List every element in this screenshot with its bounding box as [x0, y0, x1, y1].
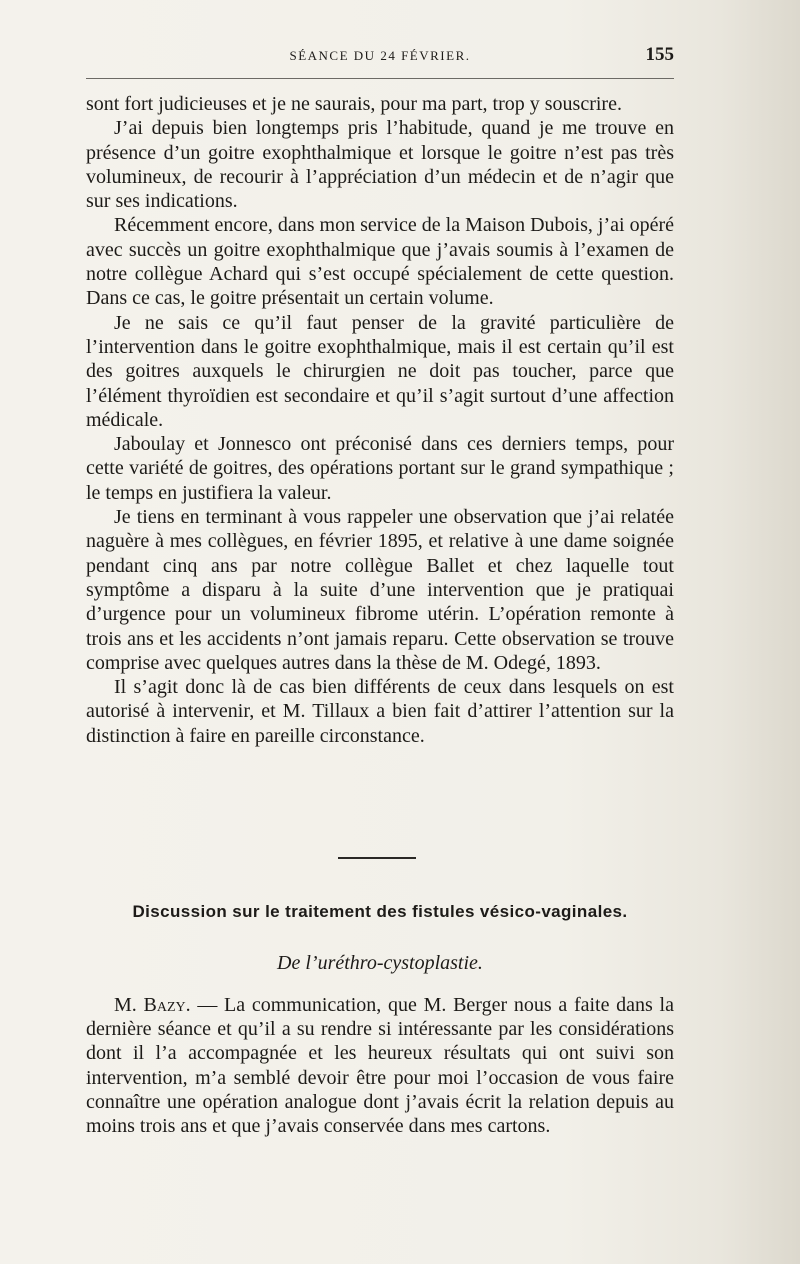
section-body [86, 993, 674, 1138]
paragraph: Il s’agit donc là de cas bien différents de ceux dans lesquels on est autorisé à intervenir, et M. Tillaux a bien fait d’attirer l’attention sur la distinction à faire en pareille circonstance. [86, 676, 674, 747]
section-subtitle: De l’uréthro-cystoplastie. [277, 952, 483, 974]
speaker-name: M. Bazy. [114, 994, 191, 1016]
running-title: SÉANCE DU 24 FÉVRIER. [289, 48, 471, 63]
paragraph-continuation: sont fort judicieuses et je ne saurais, pour ma part, trop y souscrire. [86, 93, 622, 115]
section-paragraph-text: — La communication, que M. Berger nous a faite dans la dernière séance et qu’il a su rendre si intéressante par les considérations dont il l’a accompagnée et les heureux résultats qui ont suivi son intervention, m’a semblé devoir être pour moi l’occasion de vous faire connaître une opération analogue dont j’avais écrit la relation depuis au moins trois ans et que j’avais conservée dans mes cartons. [86, 994, 674, 1138]
section-separator [338, 857, 416, 859]
section-paragraph [86, 993, 674, 1138]
section-title: Discussion sur le traitement des fistules vésico-vaginales. [132, 902, 628, 921]
page-number: 155 [645, 44, 674, 65]
paragraph: Je tiens en terminant à vous rappeler une observation que j’ai relatée naguère à mes collègues, en février 1895, et relative à une dame soignée pendant cinq ans par notre collègue Ballet et chez laquelle tout symptôme a disparu à la suite d’une intervention que je pratiquai d’urgence pour un volumineux fibrome utérin. L’opération remonte à trois ans et les accidents n’ont jamais reparu. Cette observation se trouve comprise avec quelques autres dans la thèse de M. Odegé, 1893. [86, 506, 674, 674]
paragraph: Jaboulay et Jonnesco ont préconisé dans ces derniers temps, pour cette variété de goitres, des opérations portant sur le grand sympathique ; le temps en justifiera la valeur. [86, 433, 674, 504]
paragraph: Récemment encore, dans mon service de la Maison Dubois, j’ai opéré avec succès un goitre exophthalmique que j’avais soumis à l’examen de notre collègue Achard qui s’est occupé spécialement de cette question. Dans ce cas, le goitre présentait un certain volume. [86, 214, 674, 310]
header-rule [86, 78, 674, 79]
page-header [86, 44, 674, 70]
paragraph: J’ai depuis bien longtemps pris l’habitude, quand je me trouve en présence d’un goitre exophthalmique et lorsque le goitre n’est pas très volumineux, de recourir à l’appréciation d’un médecin et de n’agir que sur ses indications. [86, 117, 674, 213]
body-text [86, 92, 674, 748]
paragraph: Je ne sais ce qu’il faut penser de la gravité particulière de l’intervention dans le goitre exophthalmique, mais il est certain qu’il est des goitres auxquels le chirurgien ne doit pas toucher, parce que l’élément thyroïdien est secondaire et qu’il s’agit surtout d’une affection médicale. [86, 311, 674, 431]
